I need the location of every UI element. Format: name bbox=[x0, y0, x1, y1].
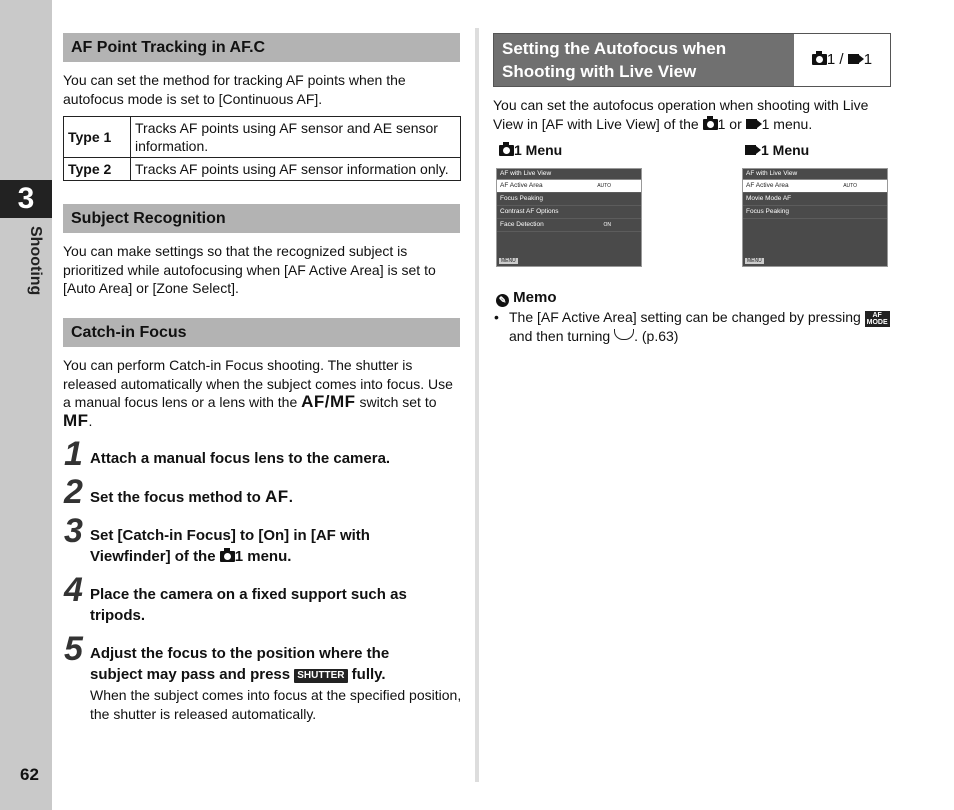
af-mode-button-icon: AF MODE bbox=[866, 312, 888, 326]
dial-icon bbox=[614, 329, 634, 340]
step-number: 3 bbox=[64, 512, 83, 550]
step-note: When the subject comes into focus at the specified position, the shutter is released automatically. bbox=[90, 687, 462, 722]
camera-icon bbox=[220, 551, 235, 562]
chapter-side-tab bbox=[0, 0, 52, 810]
menu-button-icon: MENU bbox=[747, 258, 762, 264]
movie-icon bbox=[745, 145, 756, 155]
live-view-heading: Setting the Autofocus when Shooting with Live View bbox=[494, 34, 794, 86]
step-number: 1 bbox=[64, 435, 83, 473]
chapter-number: 3 bbox=[0, 180, 52, 218]
type-description: Tracks AF points using AF sensor and AE sensor information. bbox=[131, 117, 461, 158]
page-number: 62 bbox=[20, 765, 39, 784]
screen-row: AF Active Area AUTO bbox=[743, 180, 887, 193]
mf-symbol: MF bbox=[63, 410, 89, 430]
screen-row: AF Active Area AUTO bbox=[497, 180, 641, 193]
camera-icon bbox=[499, 145, 514, 156]
af-tracking-intro: You can set the method for tracking AF points when the autofocus mode is set to [Continuous AF]. bbox=[63, 72, 406, 107]
movie-icon bbox=[848, 54, 859, 64]
af-symbol: AF bbox=[265, 487, 289, 506]
menu-button-icon: MENU bbox=[501, 258, 516, 264]
step-number: 4 bbox=[64, 571, 83, 609]
screen-row: Focus Peaking bbox=[743, 206, 887, 219]
memo-heading: ✎ Memo bbox=[496, 289, 557, 307]
screen-row: Focus Peaking bbox=[497, 193, 641, 206]
camera-menu-label: 1 Menu bbox=[499, 142, 562, 158]
catch-in-focus-heading: Catch-in Focus bbox=[63, 318, 460, 347]
type-name: Type 1 bbox=[64, 117, 131, 158]
movie-menu-screen bbox=[742, 168, 888, 267]
screen-row: Face Detection ON bbox=[497, 219, 641, 232]
pencil-icon: ✎ bbox=[496, 294, 509, 307]
movie-icon bbox=[746, 119, 757, 129]
step-text: Set the focus method to AF. bbox=[90, 487, 293, 506]
table-row bbox=[64, 158, 461, 181]
movie-menu-label: 1 Menu bbox=[745, 142, 809, 158]
screen-title: AF with Live View bbox=[743, 169, 887, 180]
step-number: 2 bbox=[64, 473, 83, 511]
subject-recognition-heading: Subject Recognition bbox=[63, 204, 460, 233]
type-description: Tracks AF points using AF sensor information only. bbox=[131, 158, 461, 181]
camera-icon bbox=[812, 54, 827, 65]
step-text: Set [Catch-in Focus] to [On] in [AF with Viewfinder] of the 1 menu. bbox=[90, 527, 370, 565]
step-text: Place the camera on a fixed support such as tripods. bbox=[90, 586, 407, 624]
live-view-header bbox=[493, 33, 891, 87]
step-text: Attach a manual focus lens to the camera. bbox=[90, 450, 391, 467]
screen-row: Contrast AF Options bbox=[497, 206, 641, 219]
screen-title: AF with Live View bbox=[497, 169, 641, 180]
live-view-intro: You can set the autofocus operation when shooting with Live View in [AF with Live View] of the 1 or 1 menu. bbox=[493, 97, 869, 132]
table-row bbox=[64, 117, 461, 158]
menu-reference: 1 / 1 bbox=[794, 34, 890, 86]
step-number: 5 bbox=[64, 630, 83, 668]
shutter-key-icon: SHUTTER bbox=[294, 669, 347, 683]
chapter-name: Shooting bbox=[27, 226, 44, 296]
memo-bullet: • bbox=[494, 309, 499, 325]
camera-menu-screen bbox=[496, 168, 642, 267]
camera-icon bbox=[703, 119, 718, 130]
memo-text: The [AF Active Area] setting can be changed by pressing AF MODE and then turning . (p.63) bbox=[509, 309, 888, 344]
step-text: Adjust the focus to the position where the subject may pass and press SHUTTER fully. bbox=[90, 645, 390, 683]
column-divider bbox=[475, 28, 479, 782]
subject-recognition-text: You can make settings so that the recognized subject is prioritized while autofocusing when [AF Active Area] is set to [Auto Area] or [Zone Select]. bbox=[63, 243, 436, 296]
screen-row: Movie Mode AF bbox=[743, 193, 887, 206]
catch-in-focus-text: You can perform Catch-in Focus shooting. The shutter is released automatically when the subject comes into focus. Use a manual focus lens or a lens with the AF/MF switch set to MF. bbox=[63, 357, 453, 430]
af-tracking-heading: AF Point Tracking in AF.C bbox=[63, 33, 460, 62]
type-name: Type 2 bbox=[64, 158, 131, 181]
af-tracking-table bbox=[63, 116, 461, 181]
af-mf-symbol: AF/MF bbox=[301, 392, 356, 411]
